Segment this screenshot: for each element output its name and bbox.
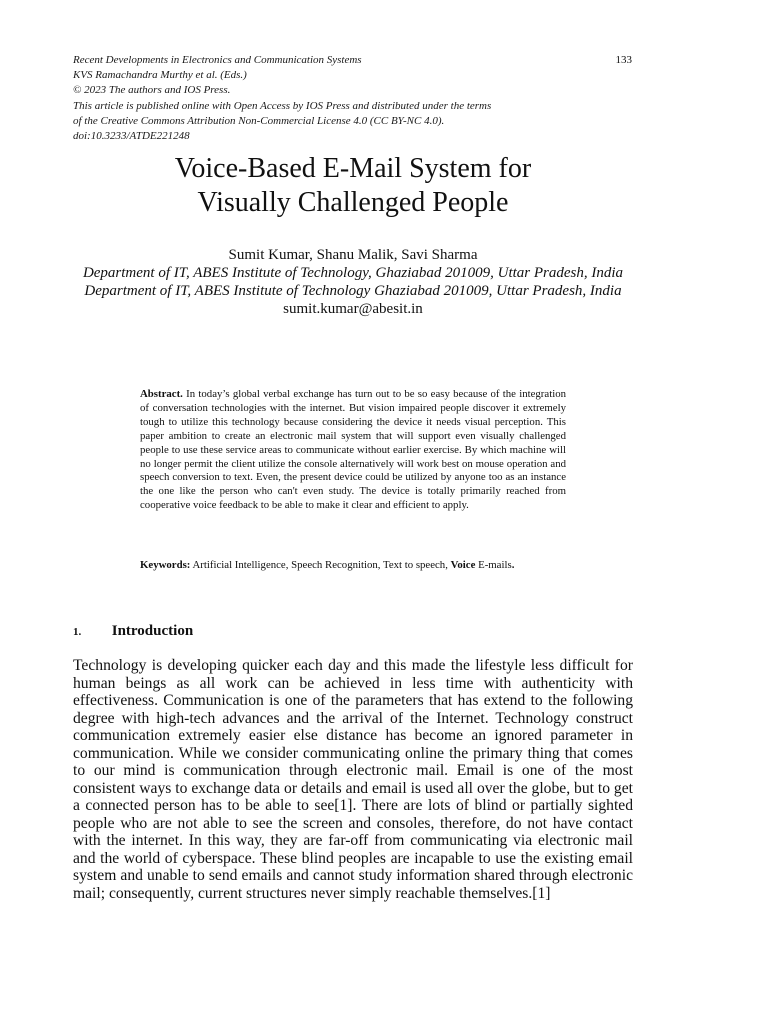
abstract-text: In today’s global verbal exchange has turn out to be so easy because of the integration of conversation technologies with the internet. But vision impaired people discover it extremely tough to utilize this technology because considering the device it needs visual perception. This paper ambition to create an electronic mail system that will support even visually challenged people to use these service areas to communicate without earlier exercise. By which machine will no longer permit the client utilize the console alternatively will work best on mouse operation and speech conversion to text. Even, the present device could be utilized by anyone too as an instance the one like the person who can't even study. The device is totally primarily reached from cooperative voice feedback to be able to make it clear and efficient to apply. [140, 388, 566, 512]
header-license-2: of the Creative Commons Attribution Non-Commercial License 4.0 (CC BY-NC 4.0). [73, 114, 445, 127]
header-editors: KVS Ramachandra Murthy et al. (Eds.) [73, 69, 247, 82]
affiliation-2: Department of IT, ABES Institute of Technology Ghaziabad 201009, Uttar Pradesh, India [84, 283, 622, 299]
author-email[interactable]: sumit.kumar@abesit.in [283, 301, 423, 317]
header-doi: doi:10.3233/ATDE221248 [73, 130, 190, 143]
keywords-label: Keywords: [140, 559, 191, 571]
keywords-text: Artificial Intelligence, Speech Recognition, Text to speech, [192, 559, 448, 571]
header-copyright: © 2023 The authors and IOS Press. [73, 84, 231, 97]
title-line-2: Visually Challenged People [197, 187, 509, 218]
affiliation-1: Department of IT, ABES Institute of Technology, Ghaziabad 201009, Uttar Pradesh, India [82, 265, 624, 281]
keywords-suffix-period: . [511, 559, 515, 571]
author-block [73, 246, 633, 318]
paper-title [73, 152, 633, 220]
page-number: 133 [615, 54, 632, 66]
header-license-1: This article is published online with Open Access by IOS Press and distributed under the terms [73, 99, 492, 112]
section-title: Introduction [111, 623, 194, 639]
title-line-1: Voice-Based E-Mail System for [174, 153, 532, 184]
introduction-paragraph: Technology is developing quicker each day and this made the lifestyle less difficult for human beings as all work can be achieved in less time with authenticity with effectiveness. Communication is one of the parameters that has extend to the following degree with high-tech advances and the arrival of the Internet. Technology construct communication extremely easier else distance has become an ignored parameter in communication. While we consider communicating online the primary thing that comes to our mind is communication through electronic mail. Email is one of the most consistent ways to exchange data or details and email is used all over the globe, but to get a connected person has to be able to see[1]. There are lots of blind or partially sighted people who are not able to see the screen and consoles, therefore, do not have contact with the internet. In this way, they are far-off from communicating via electronic mail and the world of cyberspace. These blind peoples are incapable to use the existing email system and unable to send emails and cannot study information shared through electronic mail; consequently, current structures never simply reachable themselves.[1] [73, 657, 633, 902]
section-heading-introduction [73, 622, 473, 641]
abstract [140, 388, 566, 513]
abstract-label: Abstract. [140, 388, 183, 400]
publication-header [73, 53, 633, 144]
keywords-suffix: E-mails [478, 559, 512, 571]
section-number: 1. [73, 626, 82, 638]
keywords [140, 559, 566, 573]
author-names: Sumit Kumar, Shanu Malik, Savi Sharma [228, 247, 478, 263]
keywords-bold-term: Voice [450, 559, 476, 571]
header-journal: Recent Developments in Electronics and Communication Systems [73, 54, 362, 66]
